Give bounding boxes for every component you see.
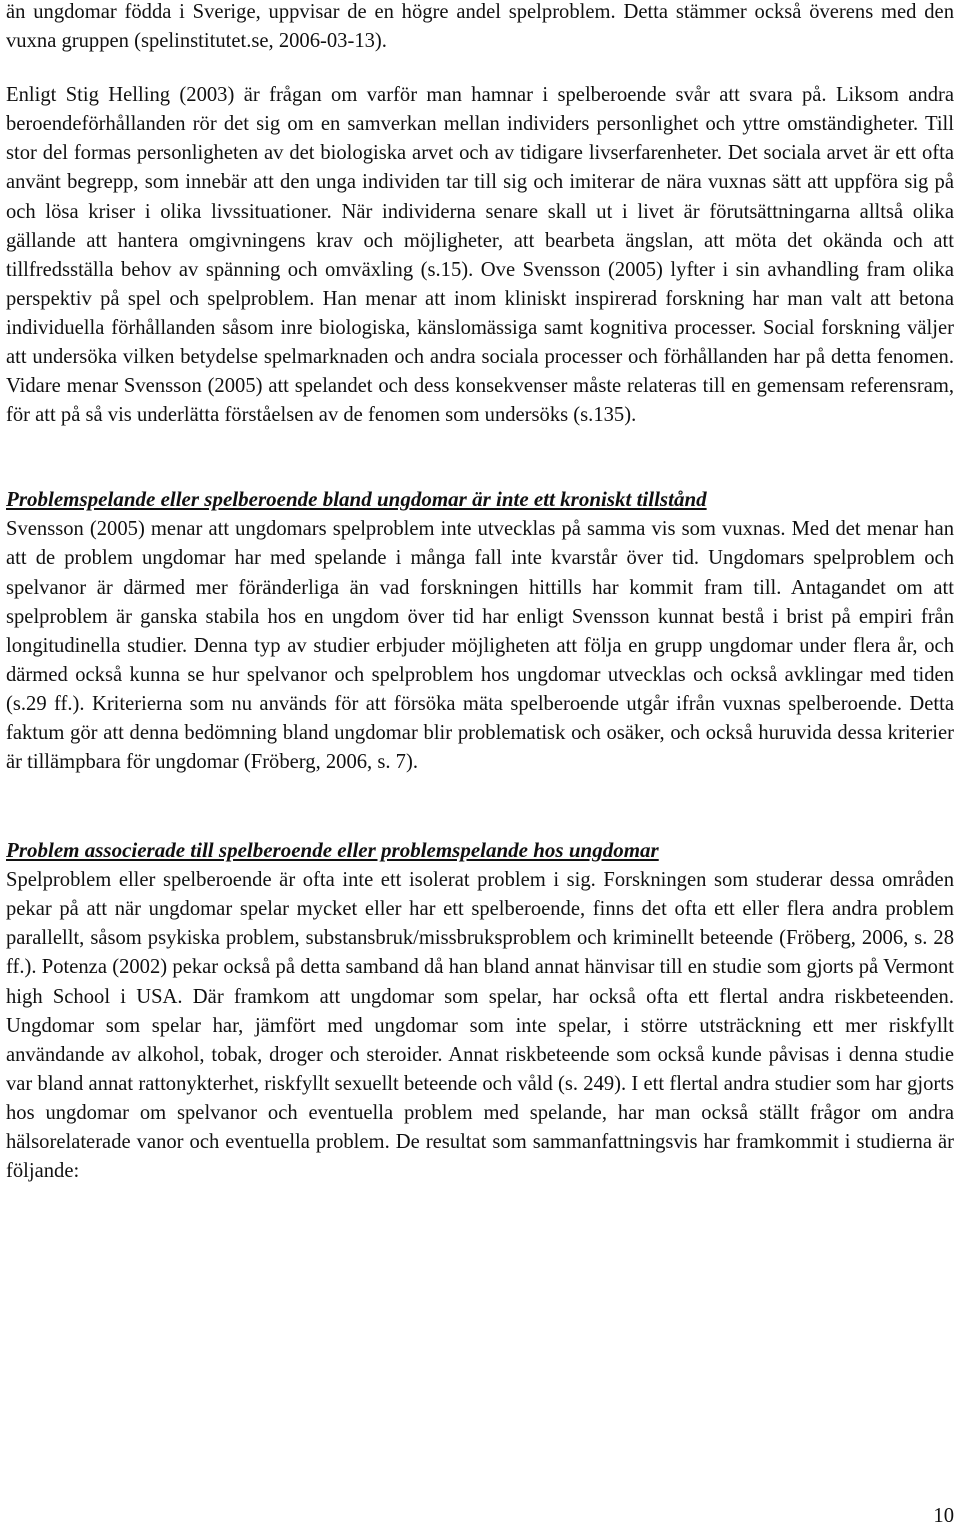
section-body: Spelproblem eller spelberoende är ofta inte ett isolerat problem i sig. Forskningen som studerar dessa områden pekar på att när ungdomar spelar mycket eller har ett spelberoende, finns det ofta ett eller flera andra problem parallellt, såsom psykiska problem, substansbruk/missbruksproblem och kriminellt beteende (Fröberg, 2006, s. 28 ff.). Potenza (2002) pekar också på detta samband då han bland annat hänvisar till en studie som gjorts på Vermont high School i USA. Där framkom att ungdomar som spelar, har också ofta ett flertal andra riskbeteenden. Ungdomar som spelar har, jämfört med ungdomar som inte spelar, i större utsträckning ett mer riskfyllt användande av alkohol, tobak, droger och steroider. Annat riskbeteende som också kunde påvisas i denna studie var bland annat rattonykterhet, riskfyllt sexuellt beteende och våld (s. 249). I ett flertal andra studier som har gjorts hos ungdomar om spelvanor och eventuella problem med spelande, har man också ställt frågor om andra hälsorelaterade vanor och eventuella problem. De resultat som sammanfattningsvis har framkommit i studierna är följande: xyxy=(6,869,954,1183)
body-paragraph: Enligt Stig Helling (2003) är frågan om varför man hamnar i spelberoende svår att svara på. Liksom andra beroendeförhållanden rör det sig om en samverkan mellan individers personlighet och yttre omständigheter. Till stor del formas personligheten av det biologiska arvet och av tidigare livserfarenheter. Det sociala arvet är ett ofta använt begrepp, som innebär att den unga individen tar till sig och imiterar de nära vuxnas sätt att uppföra sig på och lösa kriser i olika livssituationer. När individerna senare skall ut i livet är förutsättningarna alltså olika gällande att hantera omgivningens krav och möjligheter, att bearbeta ängslan, att möta det okända och att tillfredsställa behov av spänning och omväxling (s.15). Ove Svensson (2005) lyfter i sin avhandling fram olika perspektiv på spel och spelproblem. Han menar att inom kliniskt inspirerad forskning har man valt att betona individuella förhållanden såsom inre biologiska, känslomässiga samt kognitiva processer. Social forskning väljer att undersöka vilken betydelse spelmarknaden och andra sociala processer och förhållanden har på detta fenomen. Vidare menar Svensson (2005) att spelandet och dess konsekvenser måste relateras till en gemensam referensram, för att på så vis underlätta förståelsen av de fenomen som undersöks (s.135). xyxy=(6,84,954,427)
section-body: Svensson (2005) menar att ungdomars spelproblem inte utvecklas på samma vis som vuxnas. Med det menar han att de problem ungdomar har med spelande i många fall inte kvarstår över tid. Ungdomars spelproblem och spelvanor är därmed mer föränderliga än vad forskningen hittills har kommit fram till. Antagandet om att spelproblem är ganska stabila hos en ungdom över tid har enligt Svensson kunnat bestå i brist på empiri från longitudinella studier. Denna typ av studier erbjuder möjligheten att följa en grupp ungdomar under flera år, och därmed också kunna se hur spelvanor och spelproblem hos ungdomar utvecklas och också avklingar med tiden (s.29 ff.). Kriterierna som nu används för att försöka mäta spelberoende utgår ifrån vuxnas spelberoende. Detta faktum gör att denna bedömning bland ungdomar blir problematisk och osäker, och också huruvida dessa kriterier är tillämpbara för ungdomar (Fröberg, 2006, s. 7). xyxy=(6,518,954,774)
page-number: 10 xyxy=(933,1505,954,1527)
section-heading: Problem associerade till spelberoende eller problemspelande hos ungdomar xyxy=(6,838,659,863)
section-heading: Problemspelande eller spelberoende bland ungdomar är inte ett kroniskt tillstånd xyxy=(6,487,707,512)
document-page xyxy=(6,0,954,1186)
body-paragraph: än ungdomar födda i Sverige, uppvisar de en högre andel spelproblem. Detta stämmer också överens med den vuxna gruppen (spelinstitutet.se, 2006-03-13). xyxy=(6,1,954,53)
